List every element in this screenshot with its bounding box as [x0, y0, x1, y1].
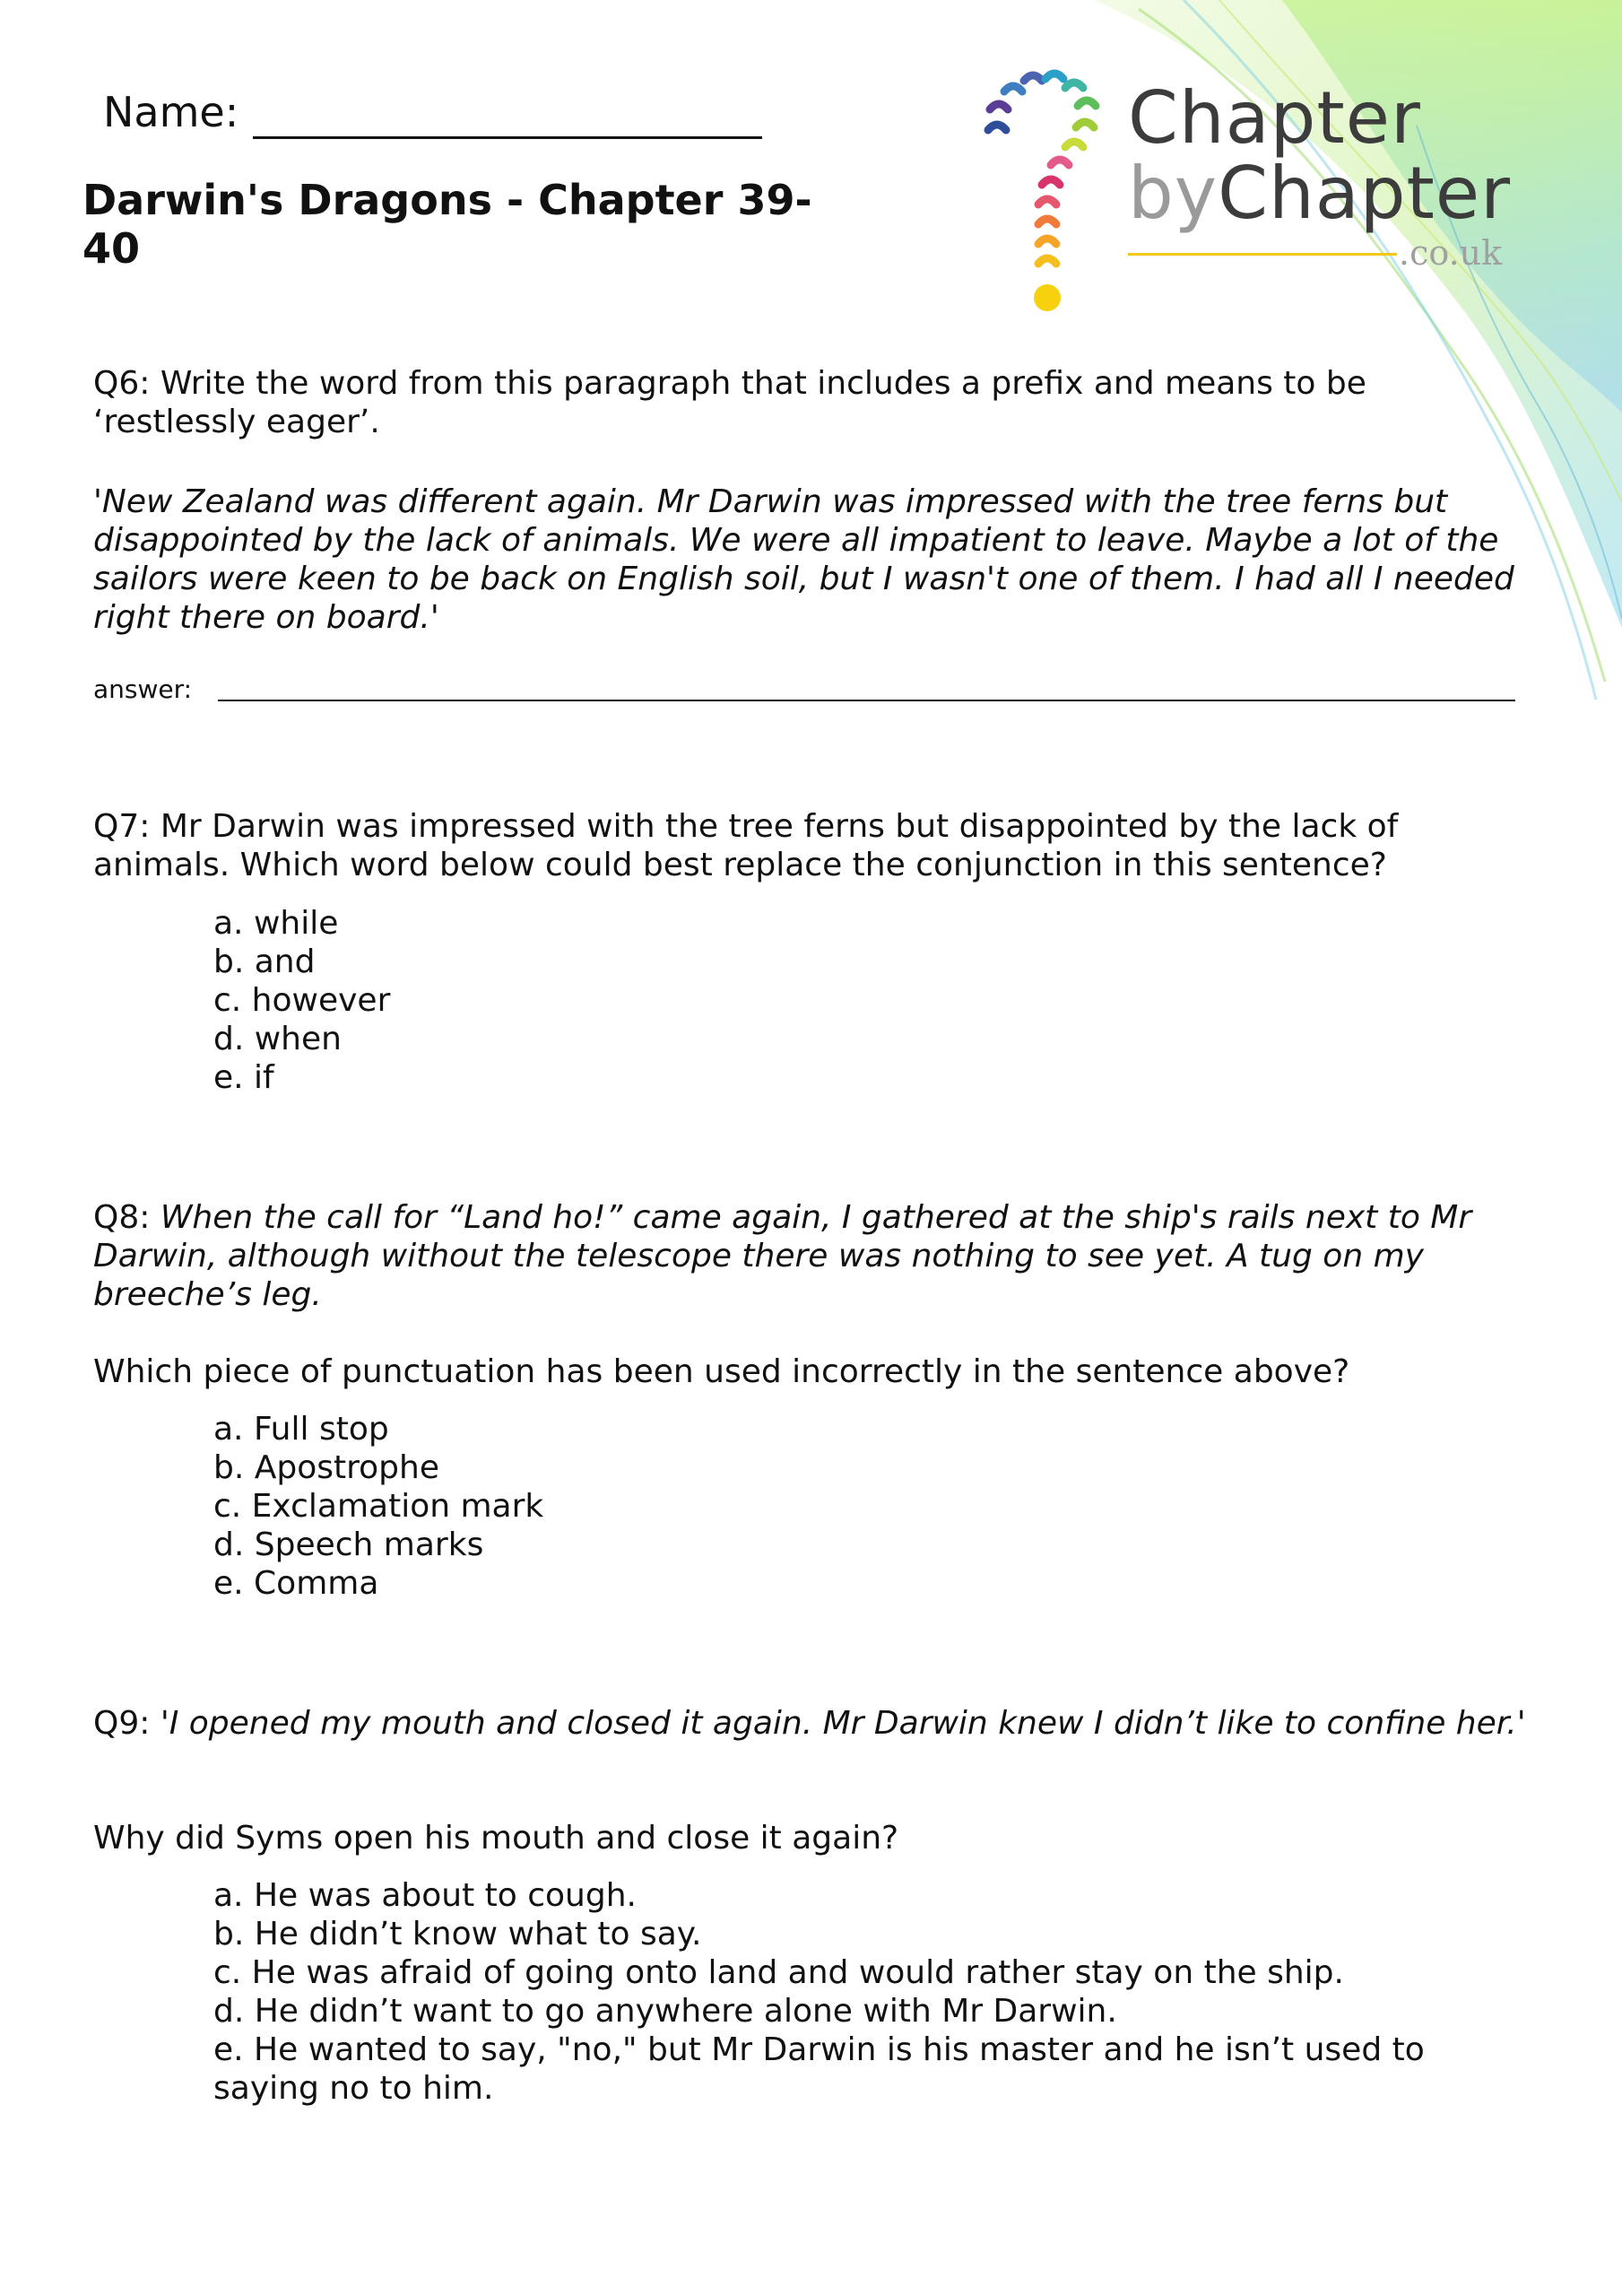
- q9-option-a[interactable]: a. He was about to cough.: [213, 1877, 637, 1914]
- q9-option-d[interactable]: d. He didn’t want to go anywhere alone with Mr Darwin.: [213, 1993, 1117, 2030]
- question-6: [93, 364, 1528, 441]
- brand-domain: .co.uk: [1399, 233, 1503, 273]
- q9-option-b[interactable]: b. He didn’t know what to say.: [213, 1916, 702, 1952]
- q8-passage: When the call for “Land ho!” came again, I gathered at the ship's rails next to Mr Darwin, although without the telescope there was nothing to see yet. A tug on my breeche’s leg.: [93, 1199, 1472, 1313]
- q6-passage: 'New Zealand was different again. Mr Darwin was impressed with the tree ferns but disappointed by the lack of animals. We were all impatient to leave. Maybe a lot of the sailors were keen to be back on English soil, but I wasn't one of them. I had all I needed right there on board.': [93, 483, 1514, 636]
- q9-options: [213, 1876, 1522, 2108]
- worksheet-title: Darwin's Dragons - Chapter 39-40: [82, 176, 812, 273]
- logo-books-question-mark-icon: [950, 45, 1130, 314]
- q8-label: Q8:: [93, 1199, 151, 1236]
- q7-option-c[interactable]: c. however: [213, 982, 391, 1019]
- q9-option-c[interactable]: c. He was afraid of going onto land and would rather stay on the ship.: [213, 1954, 1344, 1991]
- q7-options: [213, 904, 1522, 1097]
- q8-option-c[interactable]: c. Exclamation mark: [213, 1488, 544, 1525]
- q7-option-a[interactable]: a. while: [213, 905, 339, 942]
- q9-prompt: [93, 1704, 1528, 1743]
- brand-by: by: [1128, 152, 1219, 235]
- q9-label: Q9:: [93, 1705, 151, 1742]
- q6-prompt: Q6: Write the word from this paragraph that includes a prefix and means to be ‘restlessly eager’.: [93, 365, 1366, 440]
- brand-logo-text: [1128, 76, 1511, 235]
- q7-option-e[interactable]: e. if: [213, 1059, 274, 1096]
- q8-option-a[interactable]: a. Full stop: [213, 1411, 389, 1448]
- q8-options: [213, 1410, 1522, 1603]
- q7-option-d[interactable]: d. when: [213, 1021, 342, 1057]
- q9-option-e[interactable]: e. He wanted to say, "no," but Mr Darwin is his master and he isn’t used to saying no to him.: [213, 2031, 1425, 2107]
- q6-answer-label: answer:: [93, 674, 193, 704]
- q8-option-b[interactable]: b. Apostrophe: [213, 1449, 439, 1486]
- q9-passage: 'I opened my mouth and closed it again. Mr Darwin knew I didn’t like to confine her.': [160, 1705, 1526, 1742]
- name-input-line[interactable]: [253, 136, 762, 139]
- q8-option-e[interactable]: e. Comma: [213, 1565, 379, 1602]
- brand-chapter: Chapter: [1218, 152, 1511, 235]
- q8-option-d[interactable]: d. Speech marks: [213, 1526, 484, 1563]
- q8-prompt: [93, 1198, 1528, 1314]
- q8-question: Which piece of punctuation has been used incorrectly in the sentence above?: [93, 1353, 1350, 1390]
- name-label: Name:: [103, 88, 239, 136]
- brand-line-by-chapter: [1128, 152, 1511, 235]
- brand-line-chapter: Chapter: [1128, 76, 1421, 160]
- q7-option-b[interactable]: b. and: [213, 944, 316, 980]
- q7-prompt: Q7: Mr Darwin was impressed with the tree ferns but disappointed by the lack of animals. Which word below could best replace the conjunction in this sentence?: [93, 808, 1399, 883]
- q6-answer-line[interactable]: [218, 700, 1515, 701]
- brand-underline: [1128, 253, 1397, 256]
- q9-question: Why did Syms open his mouth and close it again?: [93, 1820, 899, 1857]
